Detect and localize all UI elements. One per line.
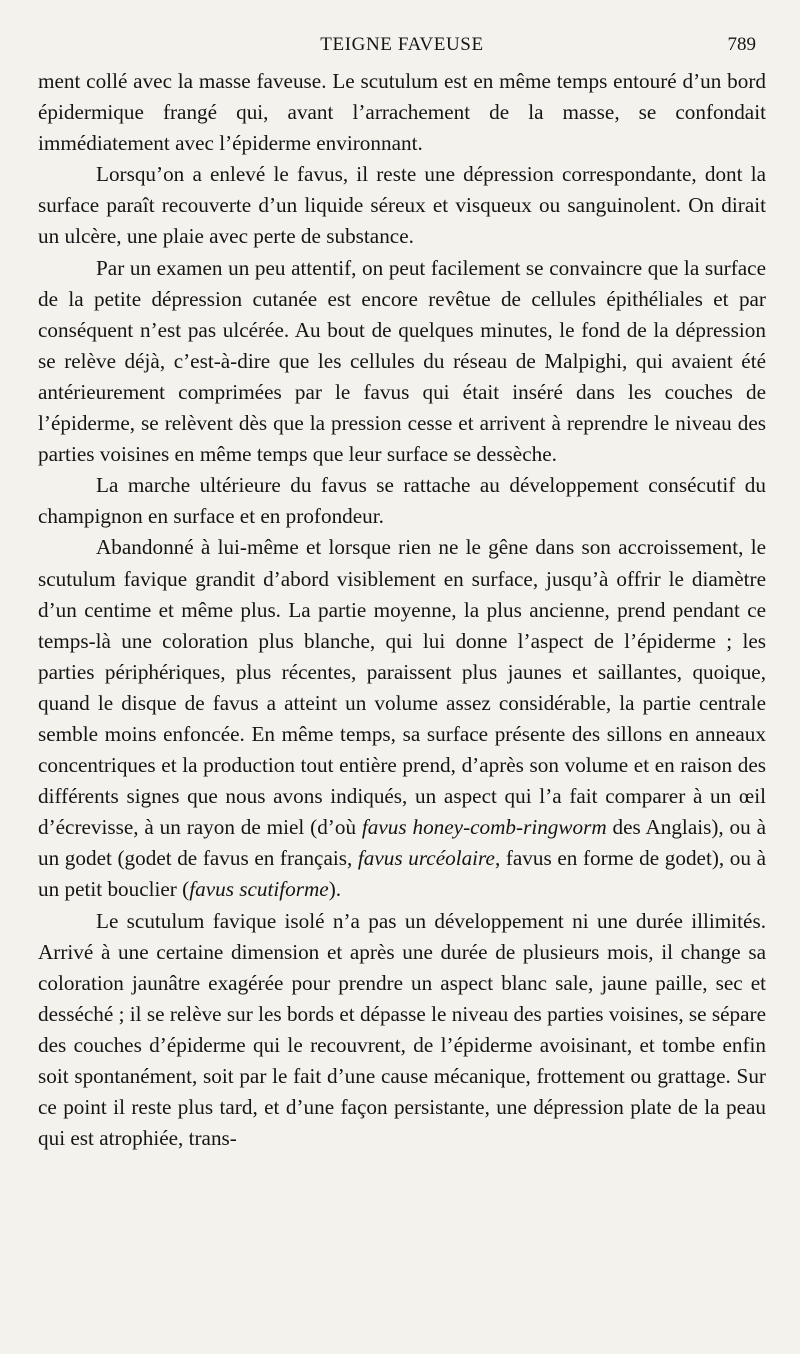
- paragraph: [38, 470, 766, 532]
- text-run: Par un examen un peu attentif, on peut facilement se convaincre que la surface de la petite dépression cutanée est encore revêtue de cellules épithéliales et par conséquent n’est pas ulcérée. Au bout de quelques minutes, le fond de la dépression se relève déjà, c’est-à-dire que les cellules du réseau de Malpighi, qui avaient été antérieurement comprimées par le favus qui était inséré dans les couches de l’épiderme, se relèvent dès que la pression cesse et arrivent à reprendre le niveau des parties voisines en même temps que leur surface se dessèche.: [38, 255, 766, 467]
- italic-term: favus urcéolaire: [357, 846, 495, 871]
- italic-term: favus scutiforme: [189, 877, 329, 902]
- running-header: [38, 30, 766, 66]
- paragraph: [38, 159, 766, 252]
- paragraph: [38, 253, 766, 471]
- text-run: Lorsqu’on a enlevé le favus, il reste une dépression correspondante, dont la surface paraît recouverte d’un liquide séreux et visqueux ou sanguinolent. On dirait un ulcère, une plaie avec perte de substance.: [38, 162, 766, 249]
- text-run: Abandonné à lui-même et lorsque rien ne le gêne dans son accroissement, le scutulum favique grandit d’abord visiblement en surface, jusqu’à offrir le diamètre d’un centime et même plus. La partie moyenne, la plus ancienne, prend pendant ce temps-là une coloration plus blanche, qui lui donne l’aspect de l’épiderme ; les parties périphériques, plus récentes, paraissent plus jaunes et saillantes, quoique, quand le disque de favus a atteint un volume assez considérable, la partie centrale semble moins enfoncée. En même temps, sa surface présente des sillons en anneaux concentriques et la production tout entière prend, d’après son volume et en raison des différents signes que nous avons indiqués, un aspect qui l’a fait comparer à un œil d’écrevisse, à un rayon de miel (d’où: [38, 535, 766, 840]
- page-number: 789: [727, 34, 756, 55]
- body-text: [38, 66, 766, 1154]
- paragraph: [38, 532, 766, 905]
- paragraph: [38, 906, 766, 1155]
- text-run: Le scutulum favique isolé n’a pas un développement ni une durée illimités. Arrivé à une certaine dimension et après une durée de plusieurs mois, il change sa coloration jaunâtre exagérée pour prendre un aspect blanc sale, jaune paille, sec et desséché ; il se relève sur les bords et dépasse le niveau des parties voisines, se sépare des couches d’épiderme qui le recouvrent, de l’épiderme avoisinant, et tombe enfin soit spontanément, soit par le fait d’une cause mécanique, frottement ou grattage. Sur ce point il reste plus tard, et d’une façon persistante, une dépression plate de la peau qui est atrophiée, trans-: [38, 908, 766, 1151]
- text-run: ment collé avec la masse faveuse. Le scutulum est en même temps entouré d’un bord épidermique frangé qui, avant l’arrachement de la masse, se confondait immédiatement avec l’épiderme environnant.: [38, 69, 766, 156]
- text-run: , favus en forme de godet), ou à un petit bouclier (: [38, 846, 767, 902]
- italic-term: favus honey-comb-ringworm: [361, 815, 607, 840]
- text-run: ).: [328, 877, 342, 902]
- text-run: des Anglais), ou à un godet (godet de favus en français,: [38, 815, 766, 871]
- paragraph: [38, 66, 766, 159]
- text-run: La marche ultérieure du favus se rattache au développement consécutif du champignon en surface et en profondeur.: [38, 473, 766, 529]
- running-title: TEIGNE FAVEUSE: [320, 34, 484, 55]
